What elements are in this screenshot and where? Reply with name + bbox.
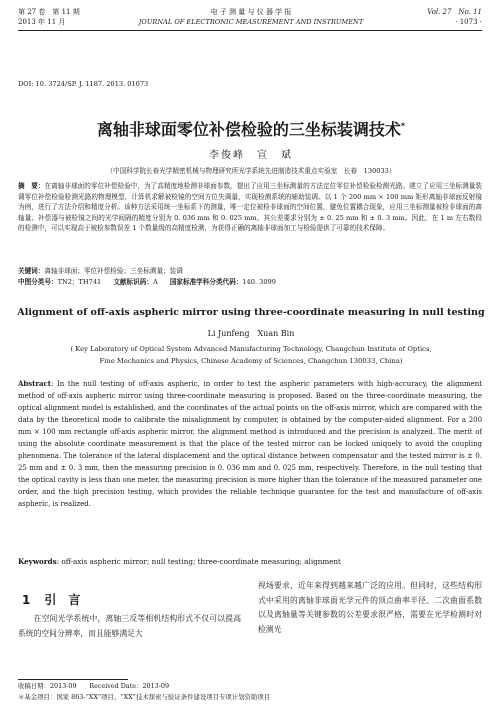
keywords-en [18, 556, 482, 568]
abstract-en-text: : In the null testing of off-axis aspheric, in order to test the aspheric parameters with high-accuracy, the alignment method of off-axis aspheric mirror using three-coordinate measuring is proposed. Based on the three-coordinate measuring, the optical alignment model is established, and the coordinates of the actual points on the off-axis mirror, which are compared with the data by the theoretical mode to calibrate the misalignment by computer, is obtained by the computer-aided alignment. For a 200 mm × 100 mm rectangle off-axis aspheric mirror, the alignment method is introduced and the precision is analyzed. The merit of using the absolute coordinate measurement is that the place of the tested mirror can be locked uniquely to avoid the coupling phenomena. The tolerance of the lateral displacement and the optical distance between compensator and the tested mirror is ± 0. 25 mm and ± 0. 3 mm, then the measuring precision is 0. 036 mm and 0. 025 mm, respectively. Therefore, in the null testing that the optical cavity is less than one meter, the measuring precision is more higher than the tolerance of the measured parameter one order, and the high precision testing, which provides the reliable technique guarantee for the test and manufacture of off-axis aspheric, is realized. [18, 380, 482, 508]
keywords-cn [18, 266, 482, 277]
affiliation-cn: （中国科学院长春光学精密机械与物理研究所光学系统先进制造技术重点实验室 长春 130033） [106, 167, 396, 175]
keywords-cn-text: 离轴非球面；零位补偿检验；三坐标测量；装调 [44, 267, 183, 275]
abstract-en-label: Abstract [18, 379, 51, 388]
header-rule [18, 30, 482, 31]
section-title: 引 言 [44, 593, 81, 607]
doc-code-value: A [152, 278, 158, 286]
paper-title-en: Alignment of off-axis aspheric mirror using three-coordinate measuring in null testing [17, 307, 485, 318]
doi: DOI: 10. 3724/SP. J. 1187. 2013. 01073 [18, 80, 149, 88]
received-date: 收稿日期：2013-09 Received Date：2013-09 [18, 682, 170, 690]
class-value: TN2；TH741 [57, 278, 102, 286]
doc-code-label: 文献标识码： [113, 278, 153, 286]
section-number: 1 [22, 593, 31, 607]
title-footnote-mark: * [400, 121, 406, 131]
abstract-en [18, 378, 482, 510]
body-right-column: 视场要求，近年来得到越来越广泛的应用。但同时，这些结构形式中采用的离轴非球面光学元件的顶点曲率半径、二次曲面系数以及离轴量等关键参数的公差要求很严格，需要在光学检测时对检测光 [258, 581, 482, 634]
keywords-en-label: Keywords [18, 557, 57, 566]
title-cn-text: 离轴非球面零位补偿检验的三坐标装调技术 [96, 120, 401, 139]
keywords-en-text: : off-axis aspheric mirror; null testing; three-coordinate measuring; alignment [56, 557, 341, 566]
classification-line [18, 277, 482, 288]
keywords-cn-label: 关键词： [18, 267, 45, 275]
class-label: 中图分类号： [18, 278, 58, 286]
journal-name-cn: 电 子 测 量 与 仪 器 学 报 [210, 8, 292, 16]
volume-issue-cn: 第 27 卷 第 11 期 [18, 8, 80, 16]
section-heading [22, 591, 80, 608]
authors-en: Li Junfeng Xuan Bin [207, 329, 295, 338]
affiliation-en-line1: ( Key Laboratory of Optical System Advanced Manufacturing Technology, Changchun Institute of Optics, [70, 345, 432, 353]
page-number: · 1073 · [455, 18, 482, 26]
abstract-cn-text: 在离轴非球面的零位补偿检验中，为了高精度地检测非球面参数，提出了应用三坐标测量的方法定位零位补偿检验检测光路。建立了应用三坐标测量装调零位补偿检验检测光路的物理模型，计算机求解被检镜的空间方位失调量，实现检测系统的辅助装调。以 1 个 200 mm × 100 mm 矩形离轴非球面反射镜为例，进行了方法介绍和精度分析。该种方法采用统一坐标系下的测量，唯一定位被检非球面的空间位置，避免位置耦合现象，应用三坐标测量被检非球面的离轴量、补偿器与被检镜之间的光学间隔的精度分别为 0. 036 mm 和 0. 025 mm，其公差要求分别为 ± 0. 25 mm 和 ± 0. 3 mm。因此，在 1 m 左右数段的检测中，可以实现高于被检参数误差 1 个数量级的高精度检测，为获得正确的离轴非球面加工与检验提供了可靠的技术保障。 [18, 182, 483, 233]
subject-code-label: 国家标准学科分类代码： [169, 278, 243, 286]
authors-cn: 李俊峰 宣 斌 [209, 150, 293, 161]
journal-name-en: JOURNAL OF ELECTRONIC MEASUREMENT AND INSTRUMENT [138, 18, 364, 26]
fund-note: ＊基金项目：国家 863-“XX”项目、“XX”技术探索与验证条件建设项目专项计划资助项目 [18, 693, 271, 701]
abstract-cn [18, 181, 482, 234]
volume-issue-en: Vol. 27 No. 11 [427, 8, 482, 16]
date-cn: 2013 年 11 月 [18, 18, 66, 26]
body-left-column: 在空间光学系统中，离轴三反等相机结构形式不仅可以提高系统的空间分辨率，而且能够满足大 [18, 614, 241, 638]
abstract-cn-label: 摘 要： [18, 182, 45, 190]
subject-code-value: 140. 3099 [242, 278, 276, 286]
affiliation-en-line2: Fine Mechanics and Physics, Chinese Academy of Sciences, Changchun 130033, China) [99, 357, 403, 365]
paper-title-cn [0, 117, 502, 140]
footnote-rule [18, 679, 128, 680]
